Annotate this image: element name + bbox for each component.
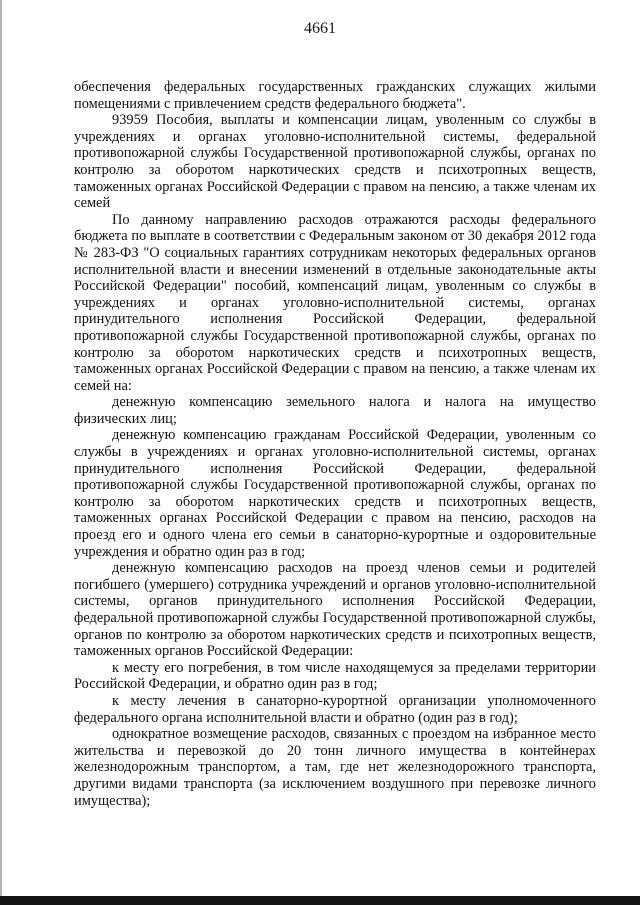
paragraph-continuation: обеспечения федеральных государственных гражданских служащих жилыми помещениями с привлечением средств федерального бюджета". xyxy=(74,79,596,112)
paragraph-code-heading: 93959 Пособия, выплаты и компенсации лицам, уволенным со службы в учреждениях и органах уголовно-исполнительной системы, федеральной противопожарной службы Государственной противопожарной службы, органах по контролю за оборотом наркотических средств и психотропных веществ, таможенных органах Российской Федерации с правом на пенсию, а также членам их семей xyxy=(74,112,596,212)
list-item-travel-compensation: денежную компенсацию гражданам Российской Федерации, уволенным со службы в учреждениях и органах уголовно-исполнительной системы, органах принудительного исполнения Российской Федерации, федеральной противопожарной службы Государственной противопожарной службы, органах по контролю за оборотом наркотических средств и психотропных веществ, таможенных органах Российской Федерации с правом на пенсию, расходов на проезд его и одного члена его семьи в санаторно-курортные и оздоровительные учреждения и обратно один раз в год; xyxy=(74,427,596,560)
document-body xyxy=(74,79,596,809)
list-item-land-tax: денежную компенсацию земельного налога и налога на имущество физических лиц; xyxy=(74,394,596,427)
page-number: 4661 xyxy=(304,20,336,37)
list-item-relocation: однократное возмещение расходов, связанных с проездом на избранное место жительства и перевозкой до 20 тонн личного имущества в контейнерах железнодорожным транспортом, а там, где нет железнодорожного транспорта, другими видами транспорта (за исключением воздушного при перевозке личного имущества); xyxy=(74,726,596,809)
list-item-family-travel: денежную компенсацию расходов на проезд членов семьи и родителей погибшего (умершего) сотрудника учреждений и органов уголовно-исполнительной системы, органов принудительного исполнения Российской Федерации, федеральной противопожарной службы Государственной противопожарной службы, органов по контролю за оборотом наркотических средств и психотропных веществ, таможенных органов Российской Федерации: xyxy=(74,560,596,660)
paragraph-description: По данному направлению расходов отражаются расходы федерального бюджета по выплате в соответствии с Федеральным законом от 30 декабря 2012 года № 283-ФЗ "О социальных гарантиях сотрудникам некоторых федеральных органов исполнительной власти и внесении изменений в отдельные законодательные акты Российской Федерации" пособий, компенсаций лицам, уволенным со службы в учреждениях и органах уголовно-исполнительной системы, органах принудительного исполнения Российской Федерации, федеральной противопожарной службы Государственной противопожарной службы, органах по контролю за оборотом наркотических средств и психотропных веществ, таможенных органах Российской Федерации с правом на пенсию, а также членам их семей на: xyxy=(74,211,596,394)
scan-edge-shadow xyxy=(0,0,2,905)
scan-bottom-border xyxy=(0,896,640,905)
list-item-burial-place: к месту его погребения, в том числе находящемуся за пределами территории Российской Федерации, и обратно один раз в год; xyxy=(74,659,596,693)
list-item-treatment-place: к месту лечения в санаторно-курортной организации уполномоченного федерального органа исполнительной власти и обратно (один раз в год); xyxy=(74,692,596,726)
